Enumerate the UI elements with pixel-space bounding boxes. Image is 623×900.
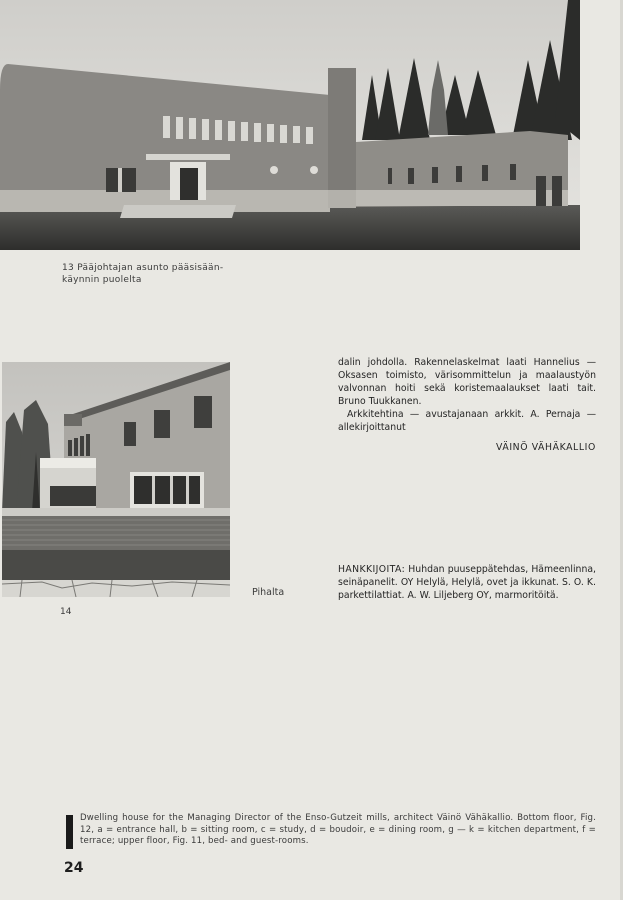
suppliers-list: Huhdan puuseppätehdas, Hämeenlinna, seinäpanelit. OY Helylä, Helylä, ovet ja ikkunat. S. O. K. parkettilattiat. A. W. Liljeberg OY, marmoritöitä. (338, 564, 596, 601)
article-body-text (338, 356, 596, 434)
english-caption: Dwelling house for the Managing Director of the Enso-Gutzeit mills, architect Väinö Vähäkallio. Bottom floor, Fig. 12, a = entrance hall, b = sitting room, c = study, d = boudoir, e = dining room, g — k = kitchen department, f = terrace; upper floor, Fig. 11, bed- and guest-rooms. (80, 813, 596, 846)
figure-14-number: 14 (60, 607, 72, 617)
suppliers-heading: HANKKIJOITA: (338, 564, 406, 575)
author-signature: VÄINÖ VÄHÄKALLIO (496, 442, 596, 453)
house-main-entrance-photo (0, 0, 580, 250)
paragraph-architect: Arkkitehtina — avustajanaan arkkit. A. Pernaja — allekirjoittanut (338, 409, 596, 433)
paragraph-credits: dalin johdolla. Rakennelaskelmat laati Hannelius — Oksasen toimisto, värisommittelun ja maalaustyön valvonnan hoiti sekä koristemaalaukset laati tait. Bruno Tuukkanen. (338, 357, 596, 407)
figure-13-caption: 13 Pääjohtajan asunto pääsisään-käynnin puolelta (62, 263, 224, 285)
page-number: 24 (64, 860, 84, 876)
caption-marker-bar (66, 815, 73, 849)
figure-14-side-label: Pihalta (252, 587, 285, 598)
house-courtyard-photo (2, 362, 230, 597)
suppliers-paragraph (338, 563, 596, 602)
english-caption-block (66, 813, 596, 848)
